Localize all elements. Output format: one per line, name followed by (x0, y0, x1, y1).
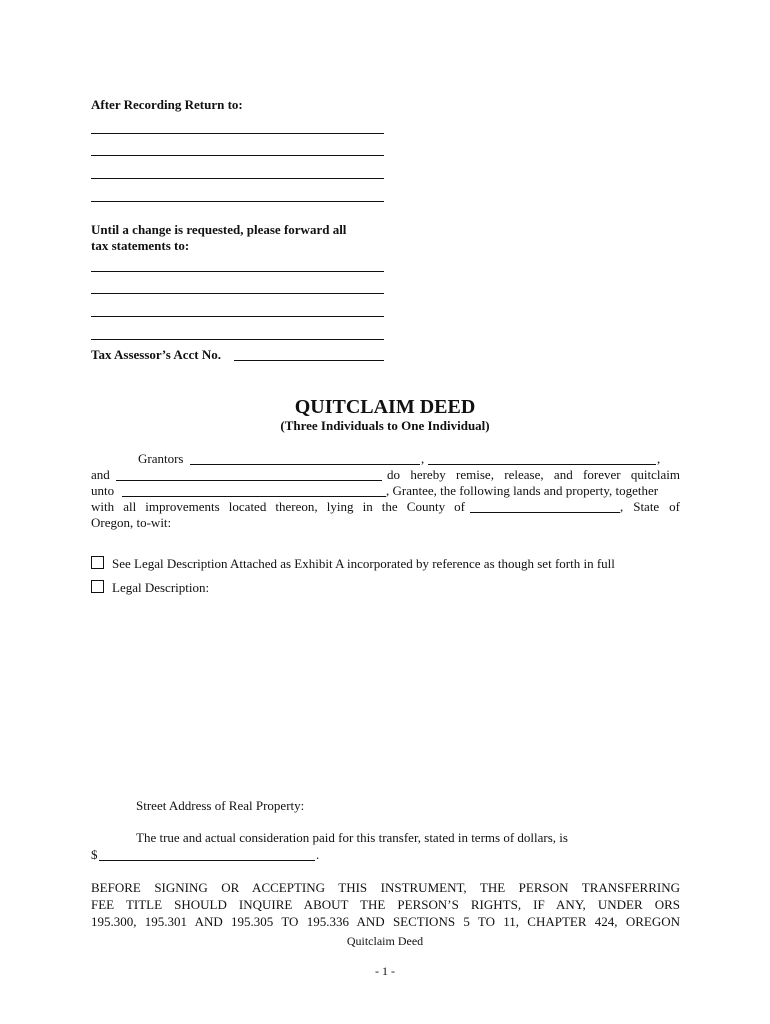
legal-description-label: Legal Description: (112, 580, 210, 595)
legal-description-checkbox[interactable] (91, 580, 104, 593)
exhibit-label: See Legal Description Attached as Exhibit A incorporated by reference as though set forth in full (112, 556, 615, 571)
return-heading: After Recording Return to: (91, 97, 243, 112)
document-subtitle: (Three Individuals to One Individual) (280, 418, 490, 433)
street-address-label: Street Address of Real Property: (136, 798, 305, 813)
grantor-1-line[interactable] (190, 464, 420, 465)
grantors-label: Grantors (138, 451, 184, 466)
warning-line-1: BEFORE SIGNING OR ACCEPTING THIS INSTRUMENT, THE PERSON TRANSFERRING (91, 880, 680, 895)
warning-line-3: 195.300, 195.301 AND 195.305 TO 195.336 AND SECTIONS 5 TO 11, CHAPTER 424, OREGON (91, 914, 680, 929)
return-line-2[interactable] (91, 155, 384, 156)
tax-heading-line2: tax statements to: (91, 238, 190, 253)
acct-label: Tax Assessor’s Acct No. (91, 347, 221, 362)
return-line-4[interactable] (91, 201, 384, 202)
return-line-1[interactable] (91, 133, 384, 134)
consideration-text: The true and actual consideration paid for this transfer, stated in terms of dollars, is (136, 830, 568, 845)
grantor-3-line[interactable] (116, 480, 382, 481)
grantee-line[interactable] (122, 496, 386, 497)
oregon-text: Oregon, to-wit: (91, 515, 172, 530)
acct-number-line[interactable] (234, 360, 384, 361)
grantor-2-line[interactable] (428, 464, 656, 465)
tax-line-1[interactable] (91, 271, 384, 272)
tax-line-4[interactable] (91, 339, 384, 340)
and-label: and (91, 467, 110, 482)
dollar-sign: $ (91, 847, 98, 862)
exhibit-option[interactable] (91, 556, 615, 572)
tax-line-2[interactable] (91, 293, 384, 294)
return-line-3[interactable] (91, 178, 384, 179)
footer-page-number: - 1 - (375, 964, 395, 978)
county-line[interactable] (470, 512, 620, 513)
tax-line-3[interactable] (91, 316, 384, 317)
consideration-period: . (316, 847, 320, 862)
warning-line-2: FEE TITLE SHOULD INQUIRE ABOUT THE PERSON’S RIGHTS, IF ANY, UNDER ORS (91, 897, 680, 912)
consideration-amount-line[interactable] (99, 860, 315, 861)
grantor-comma-2: , (657, 451, 661, 466)
state-text: , State of (620, 499, 680, 514)
grantee-text: , Grantee, the following lands and property, together (386, 483, 659, 498)
remise-text: do hereby remise, release, and forever quitclaim (387, 467, 680, 482)
footer-doc-name: Quitclaim Deed (346, 934, 424, 948)
tax-heading-line1: Until a change is requested, please forward all (91, 222, 347, 237)
document-title: QUITCLAIM DEED (294, 396, 476, 418)
unto-label: unto (91, 483, 115, 498)
improvements-text: with all improvements located thereon, lying in the County of (91, 499, 465, 514)
exhibit-checkbox[interactable] (91, 556, 104, 569)
legal-description-option[interactable] (91, 580, 209, 596)
grantor-comma-1: , (421, 451, 425, 466)
